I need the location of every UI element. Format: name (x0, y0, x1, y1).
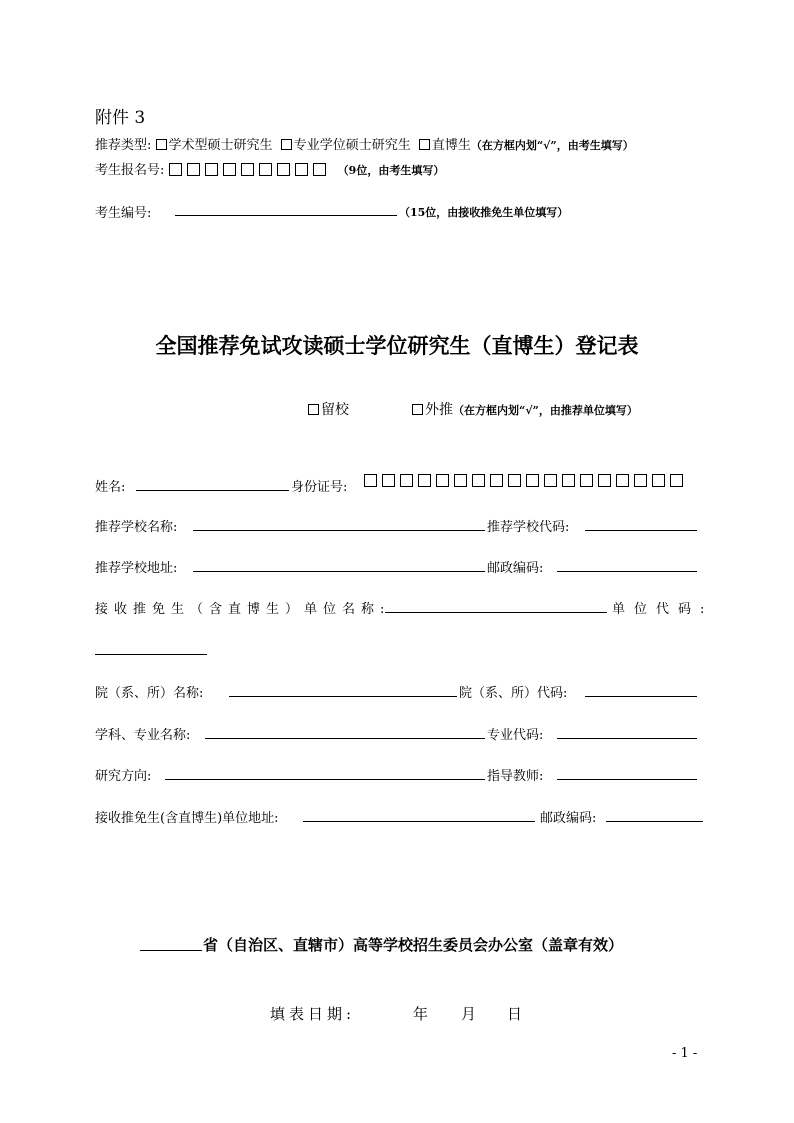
major-code-field[interactable] (557, 738, 697, 739)
advisor-label: 指导教师: (487, 769, 544, 784)
registration-digit-box[interactable] (295, 163, 308, 176)
external-option (412, 399, 638, 419)
major-name-label: 学科、专业名称: (95, 728, 191, 743)
receiving-address-label: 接收推免生(含直博生)单位地址: (95, 811, 279, 826)
id-digit-box[interactable] (454, 474, 467, 487)
external-label: 外推 (425, 402, 453, 418)
form-title: 全国推荐免试攻读硕士学位研究生（直博生）登记表 (155, 333, 639, 358)
school-address-field[interactable] (193, 571, 485, 572)
id-digit-box[interactable] (364, 474, 377, 487)
receiving-address-field[interactable] (303, 821, 535, 822)
stay-label: 留校 (321, 402, 349, 418)
receiving-postcode-field[interactable] (606, 821, 703, 822)
registration-digit-box[interactable] (223, 163, 236, 176)
id-digit-box[interactable] (382, 474, 395, 487)
page-number: - 1 - (672, 1046, 698, 1061)
admissions-office-label: 省（自治区、直辖市）高等学校招生委员会办公室（盖章有效） (203, 936, 624, 954)
exam-number-note: （15位，由接收推免生单位填写） (399, 206, 569, 219)
direct-phd-checkbox[interactable] (419, 139, 430, 150)
external-checkbox[interactable] (412, 404, 423, 415)
receiving-postcode-label: 邮政编码: (540, 811, 597, 826)
school-code-field[interactable] (585, 530, 697, 531)
stay-option (308, 399, 349, 419)
school-name-field[interactable] (193, 530, 485, 531)
major-code-label: 专业代码: (487, 728, 544, 743)
date-year-label: 年 (413, 1005, 429, 1023)
unit-code-label: 单位代码: (612, 602, 714, 617)
name-field[interactable] (136, 490, 289, 491)
id-digit-box[interactable] (472, 474, 485, 487)
academic-master-checkbox[interactable] (156, 139, 167, 150)
attachment-label: 附件 3 (95, 108, 146, 128)
exam-number-field[interactable] (175, 215, 397, 216)
id-digit-box[interactable] (616, 474, 629, 487)
stay-note: （在方框内划“√”，由推荐单位填写） (453, 404, 638, 417)
registration-number-row (95, 159, 444, 178)
name-label: 姓名: (95, 480, 126, 495)
recommend-type-note: （在方框内划“√”，由考生填写） (470, 139, 634, 152)
id-digit-box[interactable] (418, 474, 431, 487)
department-code-label: 院（系、所）代码: (459, 686, 568, 701)
id-digit-box[interactable] (508, 474, 521, 487)
major-name-field[interactable] (205, 738, 485, 739)
registration-digit-box[interactable] (187, 163, 200, 176)
date-label: 填表日期: (270, 1005, 356, 1023)
id-digit-box[interactable] (670, 474, 683, 487)
professional-master-label: 专业学位硕士研究生 (293, 138, 411, 153)
id-number-label: 身份证号: (291, 480, 348, 495)
id-digit-box[interactable] (634, 474, 647, 487)
academic-master-label: 学术型硕士研究生 (168, 138, 273, 153)
school-address-label: 推荐学校地址: (95, 561, 178, 576)
registration-digit-box[interactable] (169, 163, 182, 176)
school-name-label: 推荐学校名称: (95, 520, 178, 535)
date-month-label: 月 (461, 1005, 477, 1023)
department-code-field[interactable] (585, 696, 697, 697)
id-digit-box[interactable] (652, 474, 665, 487)
registration-number-boxes[interactable] (169, 163, 326, 176)
receiving-unit-label: 接收推免生（含直博生）单位名称: (95, 602, 391, 617)
id-digit-box[interactable] (598, 474, 611, 487)
registration-number-label: 考生报名号: (95, 163, 165, 178)
department-name-field[interactable] (229, 696, 457, 697)
registration-digit-box[interactable] (277, 163, 290, 176)
professional-master-checkbox[interactable] (281, 139, 292, 150)
id-digit-box[interactable] (490, 474, 503, 487)
research-direction-field[interactable] (165, 779, 485, 780)
recommend-type-row (95, 134, 634, 153)
id-digit-box[interactable] (526, 474, 539, 487)
date-day-label: 日 (507, 1005, 523, 1023)
department-name-label: 院（系、所）名称: (95, 686, 204, 701)
school-code-label: 推荐学校代码: (487, 520, 570, 535)
research-direction-label: 研究方向: (95, 769, 152, 784)
id-digit-box[interactable] (400, 474, 413, 487)
registration-number-note: （9位，由考生填写） (337, 164, 445, 177)
school-postcode-field[interactable] (557, 571, 697, 572)
registration-digit-box[interactable] (205, 163, 218, 176)
advisor-field[interactable] (557, 779, 697, 780)
registration-digit-box[interactable] (313, 163, 326, 176)
unit-code-field[interactable] (95, 654, 207, 655)
registration-digit-box[interactable] (259, 163, 272, 176)
direct-phd-label: 直博生 (431, 138, 471, 153)
stay-checkbox[interactable] (308, 404, 319, 415)
province-field[interactable] (140, 950, 202, 951)
school-postcode-label: 邮政编码: (487, 561, 544, 576)
id-digit-box[interactable] (580, 474, 593, 487)
id-digit-box[interactable] (562, 474, 575, 487)
exam-number-label: 考生编号: (95, 206, 152, 221)
receiving-unit-field[interactable] (385, 612, 607, 613)
id-digit-box[interactable] (436, 474, 449, 487)
id-number-boxes[interactable] (364, 474, 683, 487)
recommend-type-label: 推荐类型: (95, 138, 152, 153)
id-digit-box[interactable] (544, 474, 557, 487)
registration-digit-box[interactable] (241, 163, 254, 176)
